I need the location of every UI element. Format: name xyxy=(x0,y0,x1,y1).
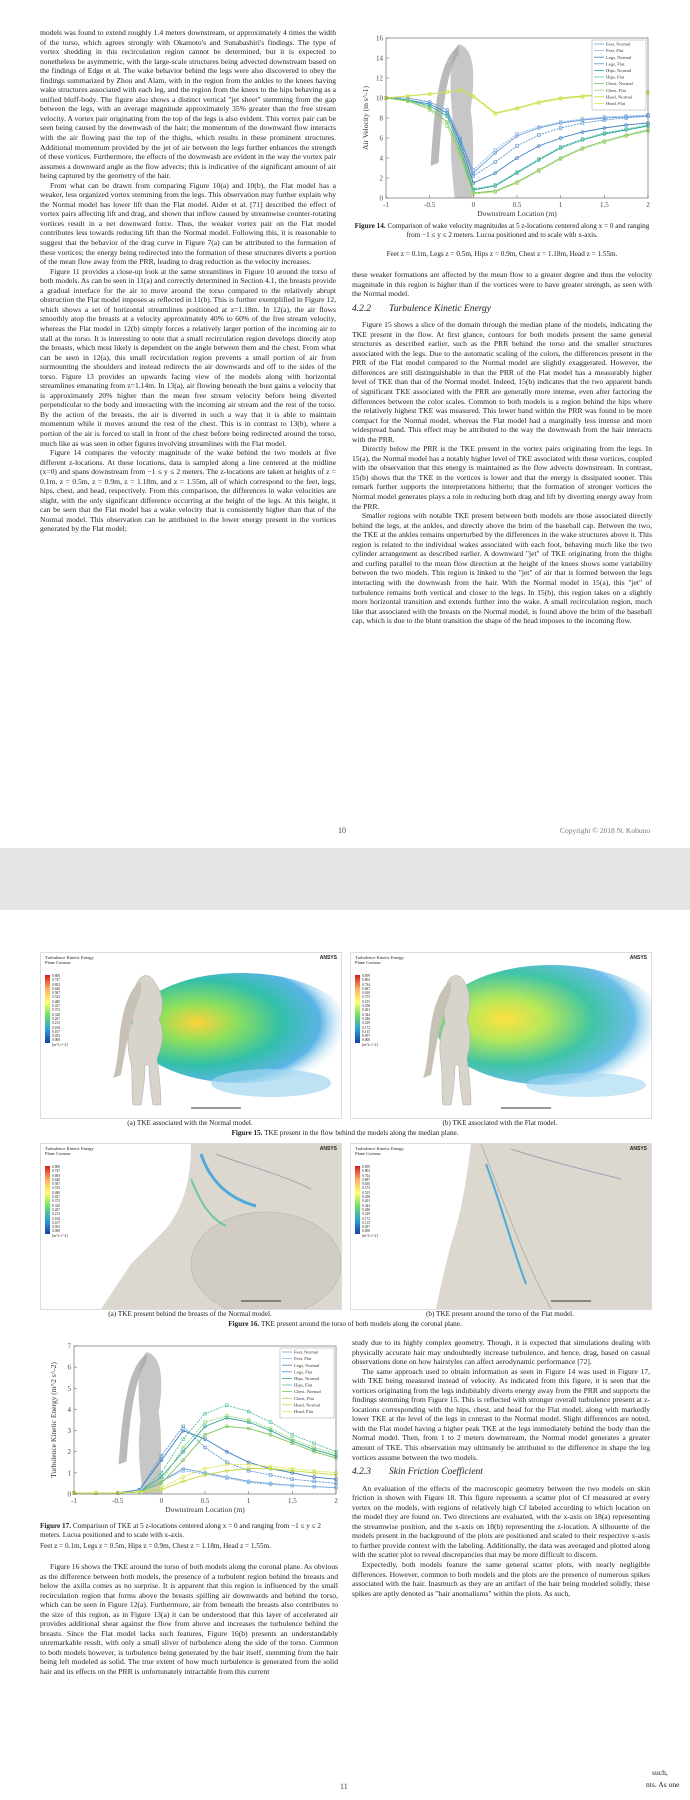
page-gap xyxy=(0,848,690,910)
figure-14-chart xyxy=(352,30,652,220)
x-tick-label: 1 xyxy=(558,201,563,209)
scale-label: 0.687 xyxy=(362,986,371,991)
legend-entry: Head, Normal xyxy=(606,94,633,100)
figure-14-caption-2: Feet z = 0.1m, Legs z = 0.5m, Hips z = 0.9m, Chest z = 1.18m, Head z = 1.55m. xyxy=(386,250,618,258)
y-tick-label: 3 xyxy=(67,1427,71,1436)
page-number: 10 xyxy=(338,826,346,835)
scale-label: 0.693 xyxy=(52,1173,61,1178)
x-tick-label: 2 xyxy=(646,201,650,209)
series-line xyxy=(74,1418,336,1493)
paragraph: Figure 16 shows the TKE around the torso of both models along the coronal plane. As obvious as the difference between both models, the presence of a turbulent region behind the breasts and below the axilla comes as no surprise. It is apparent that this region is influenced by the small recirculation region that forms above the breasts spilling air downwards and behind the torso, which can be seen in Figure 12(a). Furthermore, air from beneath the breasts also contributes to the size of this region, as in Figure 13(a) it can be understood that this layer of accelerated air provides additional shear against the flow from above and increases the turbulence behind the breasts. Since the Flat model lacks such features, Figure 16(b) presents an understandably unremarkable result, with only a small sliver of turbulence along the side of the torso. Common to both models however, is turbulence being generated by the hair itself, stemming from the hair being left modeled as solid. The true extent of how much turbulence is generated from the solid hair and its effects on the PRR is unfortunately intractable from this current xyxy=(40,1562,338,1677)
scale-label: 0.573 xyxy=(362,1186,371,1191)
figure-15-text: TKE present in the flow behind the models along the median plane. xyxy=(264,1129,459,1137)
legend-entry: Legs, Normal xyxy=(294,1362,320,1368)
figure-15-caption xyxy=(40,1129,650,1138)
scale-label: 0.747 xyxy=(52,1169,61,1174)
figure-17-label: Figure 17. xyxy=(40,1522,72,1530)
legend-entry: Hips, Normal xyxy=(606,68,632,73)
scale-label: 0.427 xyxy=(52,1004,61,1009)
scale-label: 0.859 xyxy=(362,1165,371,1169)
tke-contour-normal xyxy=(40,952,342,1119)
copyright: Copyright © 2018 N. Kobuno xyxy=(560,826,651,835)
legend-entry: Chest, Flat xyxy=(606,87,626,93)
scale-label: 0.286 xyxy=(362,1207,371,1212)
scale-label: 0.160 xyxy=(52,1025,61,1030)
tke-contour-flat xyxy=(350,952,652,1119)
scale-label: 0.480 xyxy=(52,999,61,1004)
contour-title: Turbulence Kinetic Energy xyxy=(45,955,94,960)
series-line xyxy=(74,1431,336,1493)
scale-label: 0.800 xyxy=(52,974,61,978)
scale-label: 0.859 xyxy=(362,974,371,978)
legend-entry: Feet, Flat xyxy=(294,1356,312,1362)
scale-label: 0.320 xyxy=(52,1203,61,1208)
figure-16a-label: (a) TKE present behind the breasts of the Normal model. xyxy=(108,1310,272,1318)
x-tick-label: 1 xyxy=(246,1497,251,1505)
figure-14-caption xyxy=(352,222,652,240)
colorbar-labels xyxy=(52,1165,68,1238)
y-tick-label: 6 xyxy=(67,1363,71,1372)
colorbar-labels xyxy=(52,974,68,1047)
y-tick-label: 2 xyxy=(67,1448,71,1457)
legend-entry: Hips, Flat xyxy=(606,74,625,80)
legend-entry: Feet, Normal xyxy=(294,1349,319,1355)
scale-label: 0.573 xyxy=(362,995,371,1000)
tke-chart xyxy=(36,1338,340,1518)
y-tick-label: 2 xyxy=(379,174,383,183)
contour-title: Turbulence Kinetic Energy xyxy=(355,955,404,960)
figure-16-text: TKE present around the torso of both models along the coronal plane. xyxy=(260,1320,462,1328)
scale-label: 0.687 xyxy=(362,1177,371,1182)
right-column xyxy=(352,270,652,626)
scale-label: 0.000 xyxy=(362,1038,371,1043)
velocity-chart xyxy=(352,30,652,220)
x-axis-label: Downstream Location (m) xyxy=(477,209,557,218)
x-tick-label: 0 xyxy=(159,1497,164,1505)
scale-label: 0.800 xyxy=(52,1165,61,1169)
y-tick-label: 8 xyxy=(379,114,383,123)
y-tick-label: 1 xyxy=(67,1469,71,1478)
scale-label: 0.160 xyxy=(52,1216,61,1221)
tke-coronal-normal xyxy=(40,1143,342,1310)
scale-label: 0.107 xyxy=(52,1029,61,1034)
scale-label: 0.229 xyxy=(362,1212,371,1217)
series-line xyxy=(74,1464,336,1493)
contour-title: Turbulence Kinetic Energy xyxy=(45,1146,94,1151)
y-tick-label: 12 xyxy=(376,74,383,83)
colorbar-labels xyxy=(362,974,378,1047)
section-title: Turbulence Kinetic Energy xyxy=(389,303,492,314)
section-heading xyxy=(352,305,652,315)
scale-units: [m^2 s^-2] xyxy=(362,1233,378,1238)
page-number: 11 xyxy=(340,1782,348,1791)
x-tick-label: -1 xyxy=(383,201,389,209)
section-number: 4.2.2 xyxy=(352,303,371,314)
x-tick-label: -0.5 xyxy=(424,201,436,209)
model-silhouette xyxy=(139,1352,162,1494)
scale-label: 0.802 xyxy=(362,978,371,983)
paragraph: Expectedly, both models feature the same general scatter plots, with nearly negligible differences. However, common to both models and the plots are the presence of numerous spikes associated with the hair. Inasmuch as they are an artifact of the hair being modeled solidly, these spikes are aptly denoted as "hair anomalisms" within the plots. As such, xyxy=(352,1560,650,1598)
x-tick-label: 0.5 xyxy=(200,1497,210,1505)
scale-label: 0.480 xyxy=(52,1190,61,1195)
scale-label: 0.373 xyxy=(52,1008,61,1013)
series-line xyxy=(386,98,648,194)
scale-label: 0.515 xyxy=(362,999,371,1004)
scale-label: 0.630 xyxy=(362,991,371,996)
scale-label: 0.802 xyxy=(362,1169,371,1174)
figure-15a-label: (a) TKE associated with the Normal model. xyxy=(127,1119,253,1127)
left-column xyxy=(40,28,336,534)
figure-15b-label: (b) TKE associated with the Flat model. xyxy=(442,1119,558,1127)
scale-label: 0.587 xyxy=(52,991,61,996)
cut-text: such, xyxy=(652,1768,668,1777)
legend-entry: Feet, Normal xyxy=(606,41,631,47)
paragraph: An evaluation of the effects of the macroscopic geometry between the two models on skin friction is shown with Figure 18. This figure represents a scatter plot of Cf measured at every vertex on the models, with regions of relatively high Cf labeled according to which location on the model they are found on. Two directions are evaluated, with the x-axis on 18(a) representing the streamwise position, and the x-axis on 18(b) representing the z-location. A silhouette of the models present in the background of the plots are positioned and scaled to their respective x-axis to further provide context with the labeling. Additionally, the data was averaged and plotted along with the scatter plot to reveal discrepancies that may be more difficult to discern. xyxy=(352,1483,650,1560)
scale-label: 0.053 xyxy=(52,1034,61,1039)
y-axis-label: Turbulence Kinetic Energy (m^2 s^-2) xyxy=(49,1362,58,1478)
scale-label: 0.744 xyxy=(362,1173,371,1178)
scale-label: 0.000 xyxy=(362,1229,371,1234)
series-line xyxy=(386,98,648,190)
paragraph: The same approach used to obtain information as seen in Figure 14 was used in Figure 17, with TKE being measured instead of velocity. As indicated from this figure, it is seen that the vortices originating from the legs indubitably diverts energy away from the PRR and supports the findings stemming from Figure 15. This is reflected with stronger overall turbulence present at z-locations corresponding with the hips, chest, and head for the Flat model, along with markedly lower TKE at the level of the legs in contrast to the Normal model. Slight differences are noted, with the Flat model having a higher peak TKE at the legs immediately behind the body than the Normal model. Then, from 1 to 2 meters downstream, the Normal model generates a greater amount of TKE. This observation may ultimately be attributed to the difference in shape the leg vortices assume between the two models. xyxy=(352,1366,650,1462)
figure-14-label: Figure 14. xyxy=(354,222,386,230)
x-tick-label: 0 xyxy=(471,201,476,209)
scale-label: 0.286 xyxy=(362,1016,371,1021)
scale-label: 0.344 xyxy=(362,1203,371,1208)
scale-label: 0.213 xyxy=(52,1212,61,1217)
scale-label: 0.458 xyxy=(362,1004,371,1009)
scale-label: 0.630 xyxy=(362,1182,371,1187)
y-tick-label: 16 xyxy=(376,34,383,43)
scale-label: 0.267 xyxy=(52,1016,61,1021)
paragraph: Smaller regions with notable TKE present between both models are those associated directly behind the legs, at the ankles, and directly above the brim of the baseball cap. Between the two, the TKE at the ankles remains unperturbed by the differences in the wake structures above it. This region is related to the individual wakes associated with each foot, behaving much like the two cylinder arrangement as described earlier. A downward "jet" of TKE originating from the thighs and curling parallel to the mean flow direction at the height of the knees shows some variability between the two models. This region is linked to the "jet" of air that is formed between the legs interacting with the downwash from the hair. With the Normal model in 15(a), this "jet" of turbulence remains both vertical and closer to the legs. In 15(b), this region takes on a slightly more horizontal transition and extends further into the wake. A small recirculation region, much like that associated with the breasts on the Normal model, is found above the brim of the baseball cap, which is due to the blunt transition the shape of the head imposes to the incoming flow. xyxy=(352,511,652,626)
scale-label: 0.427 xyxy=(52,1195,61,1200)
contour-subtitle: Plane Contour xyxy=(355,960,381,965)
x-tick-label: -1 xyxy=(71,1497,77,1505)
section-title: Skin Friction Coefficient xyxy=(389,1467,483,1478)
scale-label: 0.458 xyxy=(362,1195,371,1200)
legend-entry: Hips, Flat xyxy=(294,1382,313,1388)
scale-label: 0.693 xyxy=(52,982,61,987)
legend-entry: Feet, Flat xyxy=(606,48,624,54)
figure-16-label: Figure 16. xyxy=(228,1320,260,1328)
scale-units: [m^2 s^-2] xyxy=(362,1042,378,1047)
x-tick-label: 2 xyxy=(334,1497,338,1505)
left-column xyxy=(40,1562,338,1677)
scale-label: 0.533 xyxy=(52,1186,61,1191)
section-number: 4.2.3 xyxy=(352,1467,371,1478)
legend-entry: Legs, Flat xyxy=(606,61,625,67)
paragraph: Figure 14 compares the velocity magnitude of the wake behind the two models at five different z-locations. At these locations, data is sampled along a line centered at the midline (x=0) and spans downstream from −1 ≤ y ≤ 2 meters. The z-locations are taken at heights of z = 0.1m, z = 0.5m, z = 0.9m, z = 1.18m, and z = 1.55m, all of which correspond to the feet, legs, hips, chest, and head, respectively. From this comparison, the differences in wake velocities are slight, with the only significant difference occurring at the height of the legs. At this height, it can be seen that the Flat model has a wake velocity that is consistently higher than that of the Normal model. This observation can be attributed to the lower energy present in the vortices generated by the Flat model; xyxy=(40,448,336,534)
scale-label: 0.053 xyxy=(52,1225,61,1230)
ansys-logo: ANSYS xyxy=(319,955,337,961)
paragraph: these weaker formations are affected by the mean flow to a greater degree and thus the velocity magnitude in this region is higher than if the vortices were to have greater strength, as seen with the Normal model. xyxy=(352,270,652,299)
scale-label: 0.320 xyxy=(52,1012,61,1017)
scale-label: 0.373 xyxy=(52,1199,61,1204)
scale-label: 0.515 xyxy=(362,1190,371,1195)
scale-label: 0.344 xyxy=(362,1012,371,1017)
legend-entry: Hips, Normal xyxy=(294,1376,320,1381)
scale-label: 0.057 xyxy=(362,1034,371,1039)
scale-label: 0.744 xyxy=(362,982,371,987)
contour-subtitle: Plane Contour xyxy=(45,960,71,965)
x-tick-label: 0.5 xyxy=(512,201,522,209)
figure-15-label: Figure 15. xyxy=(231,1129,263,1137)
ansys-logo: ANSYS xyxy=(319,1146,337,1152)
figure-17-text: Comparison of TKE at 5 z-locations centered along x = 0 and ranging from −1 ≤ y ≤ 2 meters. Lucoa positioned and to scale with x-axis. xyxy=(40,1522,322,1539)
scale-label: 0.115 xyxy=(362,1220,370,1225)
scale-label: 0.213 xyxy=(52,1021,61,1026)
paragraph: Directly below the PRR is the TKE present in the vortex pairs originating from the legs. In 15(a), the Normal model has a notably higher level of TKE associated with these vortices, coupled with the observation that this energy is maintained as the flow advects downstream. In contrast, 15(b) shows that the TKE in the vortices is lower and that the energy is dissipated sooner. This remark further supports the interpretations hitherto; that the formation of stronger vortices the Normal model generates plays a role in reducing both drag and lift by diverting energy away from the PRR. xyxy=(352,444,652,511)
tke-coronal-flat xyxy=(350,1143,652,1310)
scale-label: 0.533 xyxy=(52,995,61,1000)
colorbar-labels xyxy=(362,1165,378,1238)
contour-subtitle: Plane Contour xyxy=(355,1151,381,1156)
legend-entry: Head, Flat xyxy=(294,1409,314,1414)
scale-label: 0.000 xyxy=(52,1038,61,1043)
scale-label: 0.107 xyxy=(52,1220,61,1225)
scale-label: 0.401 xyxy=(362,1008,371,1013)
figure-17-chart xyxy=(36,1338,340,1518)
cut-text: nts. As one xyxy=(646,1780,680,1789)
scale-label: 0.229 xyxy=(362,1021,371,1026)
contour-subtitle: Plane Contour xyxy=(45,1151,71,1156)
legend-entry: Head, Normal xyxy=(294,1402,321,1408)
figure-16b-label: (b) TKE present around the torso of the Flat model. xyxy=(426,1310,574,1318)
scale-label: 0.267 xyxy=(52,1207,61,1212)
y-tick-label: 10 xyxy=(376,94,383,103)
y-tick-label: 7 xyxy=(67,1342,71,1351)
legend-entry: Head, Flat xyxy=(606,101,626,106)
legend-entry: Chest, Flat xyxy=(294,1395,314,1401)
scale-label: 0.747 xyxy=(52,978,61,983)
x-tick-label: 1.5 xyxy=(287,1497,297,1505)
y-tick-label: 14 xyxy=(376,54,383,63)
scale-label: 0.000 xyxy=(52,1229,61,1234)
y-tick-label: 4 xyxy=(67,1405,71,1414)
scale-label: 0.115 xyxy=(362,1029,370,1034)
paragraph: models was found to extend roughly 1.4 meters downstream, or approximately 4 times the width of the torso, which agrees strongly with Okamoto's and Sunabashiri's findings. The type of vortex shedding in this recirculation region cannot be determined, but it is expected to nonetheless be asymmetric, with the large-scale structures being advected downstream based on the findings of Edge et al. The wake behavior behind the legs were also discovered to obey the findings summarized by Zhou and Alam, with in the region from the ankles to the knees having wake structures associated with each leg, and the region from the knees to the hips behaving as a unified bluff-body. The figure also shows a distinct vertical "jet sheet" stemming from the gap between the legs, with an average magnitude approximately 35% greater than the free stream velocity. A vortex pair originating from the top of the legs is also evident. This vortex pair can be seen being caused by the downwash of the hair; the momentum of the downward flow interacts with the air flowing past the top of the thighs, which results in these prominent structures. Additional momentum provided by the jet of air between the legs further enhances the strength of these vortices. Furthermore, the effects of the downwash are evident in the way the vortex pair assumes a downward angle as the flow advects; this is indicative of the significant amount of air being captured by the geometry of the hair. xyxy=(40,28,336,181)
y-axis-label: Air Velocity (m s^-1) xyxy=(361,86,370,150)
x-tick-label: 1.5 xyxy=(599,201,609,209)
lucoa-silhouette xyxy=(119,1352,162,1494)
paragraph: study due to its highly complex geometry. Though, it is expected that simulations dealing with physically accurate hair may undoubtedly increase turbulence, and hence, drag, based on casual observations done on how hairstyles can affect aerodynamic performance [72]. xyxy=(352,1338,650,1367)
scale-units: [m^2 s^-2] xyxy=(52,1233,68,1238)
scale-label: 0.401 xyxy=(362,1199,371,1204)
x-axis-label: Downstream Location (m) xyxy=(165,1505,245,1514)
legend-entry: Legs, Flat xyxy=(294,1369,313,1375)
legend-entry: Chest, Normal xyxy=(294,1389,321,1395)
right-column xyxy=(352,1338,650,1598)
figure-17-caption xyxy=(40,1522,340,1540)
figure-14-text: Comparison of wake velocity magnitudes at 5 z-locations centered along x = 0 and ranging from −1 ≤ y ≤ 2 meters. Lucoa positioned and to scale with x-axis. xyxy=(387,222,650,239)
y-tick-label: 6 xyxy=(379,134,383,143)
legend-entry: Chest, Normal xyxy=(606,81,633,87)
series-line xyxy=(74,1416,336,1493)
model-silhouette xyxy=(451,44,474,198)
x-tick-label: -0.5 xyxy=(112,1497,124,1505)
scale-units: [m^2 s^-2] xyxy=(52,1042,68,1047)
paragraph: From what can be drawn from comparing Figure 10(a) and 10(b), the Flat model has a weaker, less organized vortex stemming from the legs. This observation may further explain why the Normal model has lower lift than the Flat model. Aider et al. [71] described the effect of vortex pairs affecting lift and drag, and shown that inflow caused by streamwise counter-rotating vortices result in a net downward force. Thus, the weaker vortex pair on the Flat model contributes less towards reducing lift than the Normal model. Following this, it is reasonable to suggest that the behavior of the drag curve in Figure 7(a) can be attributed to the formation of these vortices; the energy being redirected into the formation of these structures diverts a portion of the mean flow away from the PRR, leading to drag reduction as the velocity increases. xyxy=(40,180,336,267)
ansys-logo: ANSYS xyxy=(629,1146,647,1152)
series-line xyxy=(386,98,648,189)
figure-16-caption xyxy=(40,1320,650,1329)
series-line xyxy=(386,98,648,193)
page-11 xyxy=(0,910,690,1800)
scale-label: 0.057 xyxy=(362,1225,371,1230)
ansys-logo: ANSYS xyxy=(629,955,647,961)
y-tick-label: 0 xyxy=(379,194,383,203)
scale-label: 0.172 xyxy=(362,1025,371,1030)
scale-label: 0.587 xyxy=(52,1182,61,1187)
scale-label: 0.640 xyxy=(52,1177,61,1182)
y-tick-label: 0 xyxy=(67,1490,71,1499)
section-heading xyxy=(352,1468,650,1478)
scale-label: 0.640 xyxy=(52,986,61,991)
paragraph: Figure 11 provides a close-up look at the same streamlines in Figure 10 around the torso of both models. As can be seen in 11(a) and correctly determined in Section 4.1, the breasts provide a gradual interface for the air to move around the torso compared to the relatively abrupt obstruction the Flat model imposes as reflected in 11(b). This is further exemplified in Figure 12, which shows a set of horizontal streamlines positioned at z=1.18m. In 12(a), the air flows smoothly atop the breasts at a velocity approximately 40% to 60% of the free stream velocity, whereas the Flat model in 12(b) simply forces a relatively larger portion of the incoming air to stall at the torso. It is interesting to note that a small recirculation region develops directly atop the breasts, which most likely is dependent on the angle between them and the chest. From what can be seen in 12(a), this small recirculation region prevents a small portion of air from surmounting the shoulders and instead redirects the air downwards and off to the sides of the torso. Figure 13 provides an upwards facing view of the models along with horizontal streamlines emanating from z=1.14m. In 13(a), air flowing beneath the bust gains a velocity that is approximately 20% higher than the mean free stream velocity before being diverted perpendicular to the body and interacting with the incoming air stream and the rest of the torso. By the action of the breasts, the air is diverted in such a way that it is able to maintain momentum while it moves around the rest of the chest. This is in contrast to 13(b), where a portion of the air is forced to stall in front of the chest before being redirected around the torso, much like as was seen in other figures involving streamlines with the Flat model. xyxy=(40,266,336,448)
scale-label: 0.172 xyxy=(362,1216,371,1221)
contour-title: Turbulence Kinetic Energy xyxy=(355,1146,404,1151)
y-tick-label: 4 xyxy=(379,154,383,163)
y-tick-label: 5 xyxy=(67,1384,71,1393)
page-10 xyxy=(0,0,690,848)
paragraph: Figure 15 shows a slice of the domain through the median plane of the models, indicating the TKE present in the flow. At first glance, contours for both models present the same general structures as described earlier, such as the PRR behind the torso and the smaller structures associated with the legs. Due to the automatic scaling of the colors, the differences present in the PRR of the Flat model compared to the Normal model are slightly exaggerated. However, the differences are still distinguishable in that the PRR of the Flat model has a measurably higher level of TKE than that of the Normal model. Indeed, 15(b) indicates that the two apparent bands of significant TKE associated with the PRR are generally more intense, even after factoring the differences between the color scales. Common to both models is a region behind the hips where the relatively highest TKE was measured. This lower band within the PRR was found to be more compact for the Normal model, whereas the Flat model had a marginally less intense and more widespread band. This effect may be attributed to the way the downwash from the hair interacts with the PRR. xyxy=(352,320,652,444)
figure-17-caption-2: Feet z = 0.1m, Legs z = 0.5m, Hips z = 0.9m, Chest z = 1.18m, Head z = 1.55m. xyxy=(40,1542,271,1550)
legend-entry: Legs, Normal xyxy=(606,54,632,60)
